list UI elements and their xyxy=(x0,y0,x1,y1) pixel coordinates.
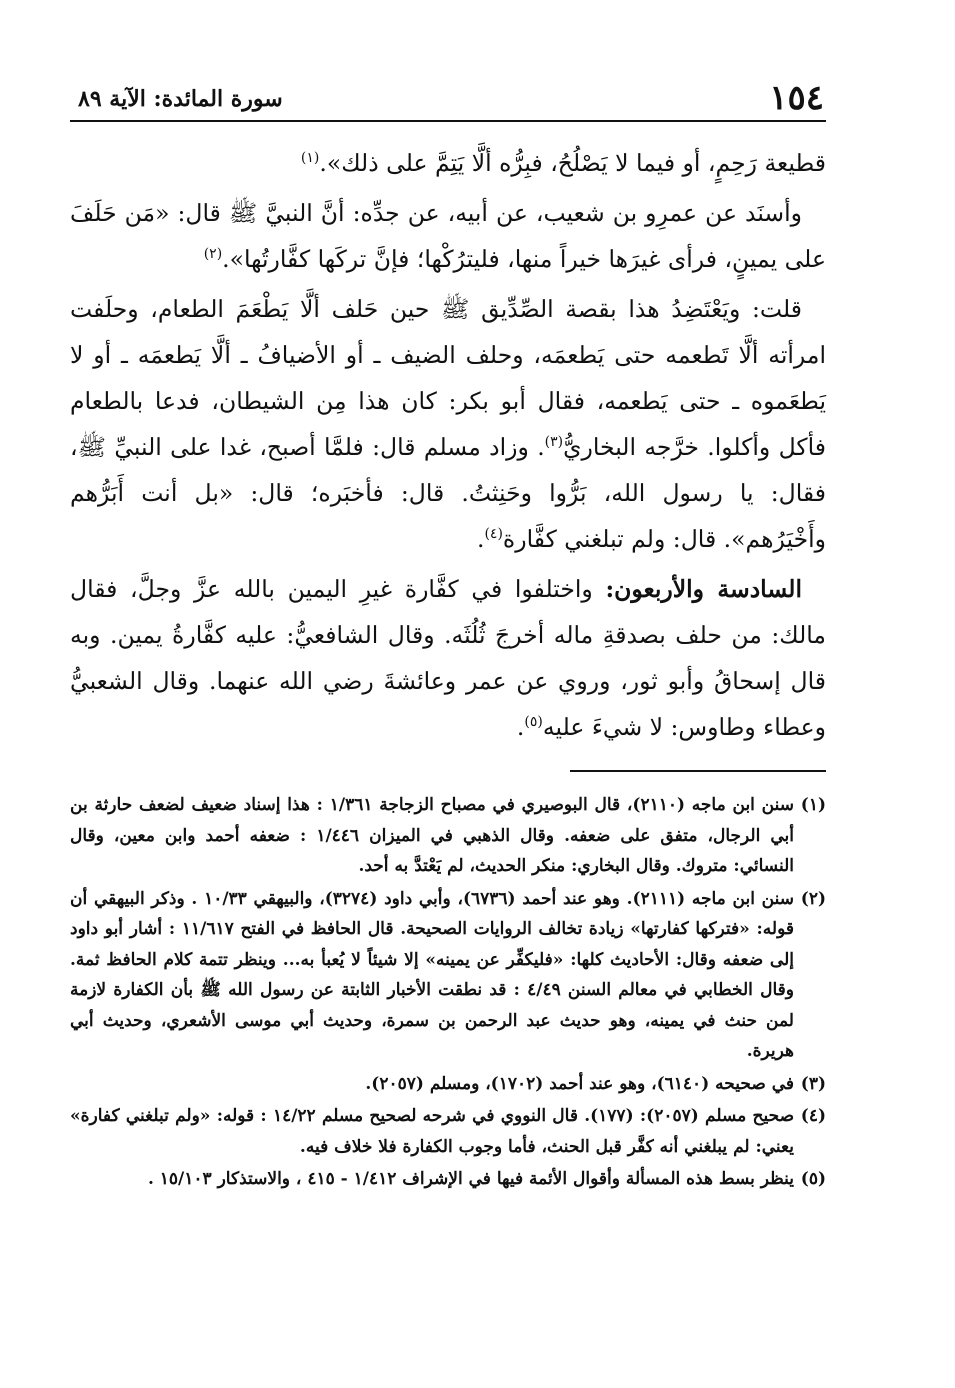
paragraph-3-text: قلت: ويَعْتَضِدُ هذا بقصة الصِّدِّيق ﷺ حين حَلف ألَّا يَطْعَمَ الطعام، وحلَفت امرأته ألَّا تَطعمه حتى يَطعمَه، وحلف الضيف ـ أو الأضيافُ ـ ألَّا يَطعمَه ـ أو لا يَطعَموه ـ حتى يَطعمه، فقال أبو بكر: كان هذا مِن الشيطان، فدعا بالطعام فأكل وأكلوا. خرَّجه البخاريُّ xyxy=(70,295,827,461)
paragraph-4-text: واختلفوا في كفَّارة غيرِ اليمين بالله عزَّ وجلَّ، فقال مالك: من حلف بصدقةِ ماله أخرجَ ثُلُثَه. وقال الشافعيُّ: عليه كفَّارةُ يمين. وبه قال إسحاقُ وأبو ثور، وروي عن عمر وعائشةَ رضي الله عنهما. وقال الشعبيُّ وعطاء وطاوس: لا شيءَ عليه xyxy=(70,575,826,741)
footnote-separator xyxy=(570,770,826,772)
paragraph-2 xyxy=(70,190,826,282)
footnote-1 xyxy=(70,790,826,882)
paragraph-1-text: قطيعة رَحِمٍ، أو فيما لا يَصْلُحُ، فبِرُّه ألَّا يَتِمَّ على ذلك». xyxy=(319,149,826,177)
footnote-text: سنن ابن ماجه (٢١١١). وهو عند أحمد (٦٧٣٦)، وأبي داود (٣٢٧٤)، والبيهقي ١٠/٣٣ . وذكر البيهقي أن قوله: «فتركها كفارتها» زيادة تخالف الروايات الصحيحة. قال الحافظ في الفتح ١١/٦١٧ : أشار أبو داود إلى ضعفه وقال: الأحاديث كلها: «فليكفِّر عن يمينه» إلا شيئاً لا يُعبأ به... وينظر تتمة كلام الحافظ ثمة. وقال الخطابي في معالم السنن ٤/٤٩ : قد نطقت الأخبار الثابتة عن رسول الله ﷺ بأن الكفارة لازمة لمن حنث في يمينه، وهو حديث عبد الرحمن بن سمرة، وحديث أبي موسى الأشعري، وحديث أبي هريرة. xyxy=(70,888,794,1061)
footnote-3 xyxy=(70,1069,826,1100)
footnote-ref-1[interactable]: (١) xyxy=(300,150,320,167)
page-header xyxy=(70,72,826,122)
footnote-number: (٥) xyxy=(800,1169,826,1189)
footnote-ref-2[interactable]: (٢) xyxy=(203,246,223,263)
footnote-ref-4[interactable]: (٤) xyxy=(484,526,503,543)
footnote-number: (٣) xyxy=(800,1073,826,1094)
footnote-number: (١) xyxy=(800,795,826,815)
section-heading: السادسة والأربعون: xyxy=(605,575,802,603)
footnote-text: صحيح مسلم (٢٠٥٧): (١٧٧). قال النووي في شرحه لصحيح مسلم ١٤/٢٢ : قوله: «ولم تبلغني كفارة» يعني: لم يبلغني أنه كفَّر قبل الحنث، فأما وجوب الكفارة فلا خلاف فيه. xyxy=(70,1106,795,1157)
footnote-text: سنن ابن ماجه (٢١١٠)، قال البوصيري في مصباح الزجاجة ١/٣٦١ : هذا إسناد ضعيف لضعف حارثة بن أبي الرجال، متفق على ضعفه. وقال الذهبي في الميزان ١/٤٤٦ : ضعفه أحمد وابن معين، وقال النسائي: متروك. وقال البخاري: منكر الحديث، لم يَعْتدَّ به أحد. xyxy=(70,795,794,876)
footnote-ref-5[interactable]: (٥) xyxy=(524,714,543,731)
running-title: سورة المائدة: الآية ٨٩ xyxy=(78,86,283,112)
paragraph-4: السادسة والأربعون: واختلفوا في كفَّارة غيرِ اليمين بالله عزَّ وجلَّ، فقال مالك: من حلف بصدقةِ ماله أخرجَ ثُلُثَه. وقال الشافعيُّ: عليه كفَّارةُ يمين. وبه قال إسحاقُ وأبو ثور، وروي عن عمر وعائشةَ رضي الله عنهما. وقال الشعبيُّ وعطاء وطاوس: لا شيءَ عليه$^{(٥)}$. xyxy=(70,575,826,741)
paragraph-3-continuation: . وزاد مسلم قال: فلمَّا أصبح، غدا على النبيِّ ﷺ، فقال: يا رسول الله، بَرُّوا وحَنِثتُ. قال: فأخبَره؛ قال: «بل أنت أَبَرُّهم وأَخْيَرُهم». قال: ولم تبلغني كفَّارة xyxy=(70,433,826,553)
footnote-text: في صحيحه (٦١٤٠)، وهو عند أحمد (١٧٠٢)، ومسلم (٢٠٥٧). xyxy=(365,1073,794,1094)
paragraph-1 xyxy=(70,140,826,186)
footnote-4 xyxy=(70,1101,826,1162)
footnote-text: ينظر بسط هذه المسألة وأقوال الأئمة فيها في الإشراف ١/٤١٢ - ٤١٥ ، والاستذكار ١٥/١٠٣ . xyxy=(147,1169,794,1189)
main-text xyxy=(70,140,826,750)
footnote-ref-3[interactable]: (٣) xyxy=(544,434,564,451)
footnotes xyxy=(70,790,826,1195)
footnote-2 xyxy=(70,884,826,1067)
page-number: ١٥٤ xyxy=(769,78,824,118)
footnote-number: (٢) xyxy=(800,888,826,909)
footnote-number: (٤) xyxy=(800,1106,826,1126)
paragraph-3: قلت: ويَعْتَضِدُ هذا بقصة الصِّدِّيق ﷺ حين حَلف ألَّا يَطْعَمَ الطعام، وحلَفت امرأته ألَّا تَطعمه حتى يَطعمَه، وحلف الضيف ـ أو الأضيافُ ـ ألَّا يَطعمَه ـ أو لا يَطعَموه ـ حتى يَطعمه، فقال أبو بكر: كان هذا مِن الشيطان، فدعا بالطعام فأكل وأكلوا. خرَّجه البخاريُّ$^{(٣)}$. وزاد مسلم قال: فلمَّا أصبح، غدا على النبيِّ ﷺ، فقال: يا رسول الله، بَرُّوا وحَنِثتُ. قال: فأخبَره؛ قال: «بل أنت أَبَرُّهم وأَخْيَرُهم». قال: ولم تبلغني كفَّارة$^{(٤)}$. xyxy=(70,295,827,553)
paragraph-2-text: وأسنَد عن عمرِو بن شعيب، عن أبيه، عن جدِّه: أنَّ النبيَّ ﷺ قال: «مَن حَلَفَ على يمينٍ، فرأى غيرَها خيراً منها، فليترُكْها؛ فإنَّ تركَها كفَّارتُها». xyxy=(70,199,826,273)
footnote-5 xyxy=(70,1164,826,1195)
book-page xyxy=(70,72,826,1362)
